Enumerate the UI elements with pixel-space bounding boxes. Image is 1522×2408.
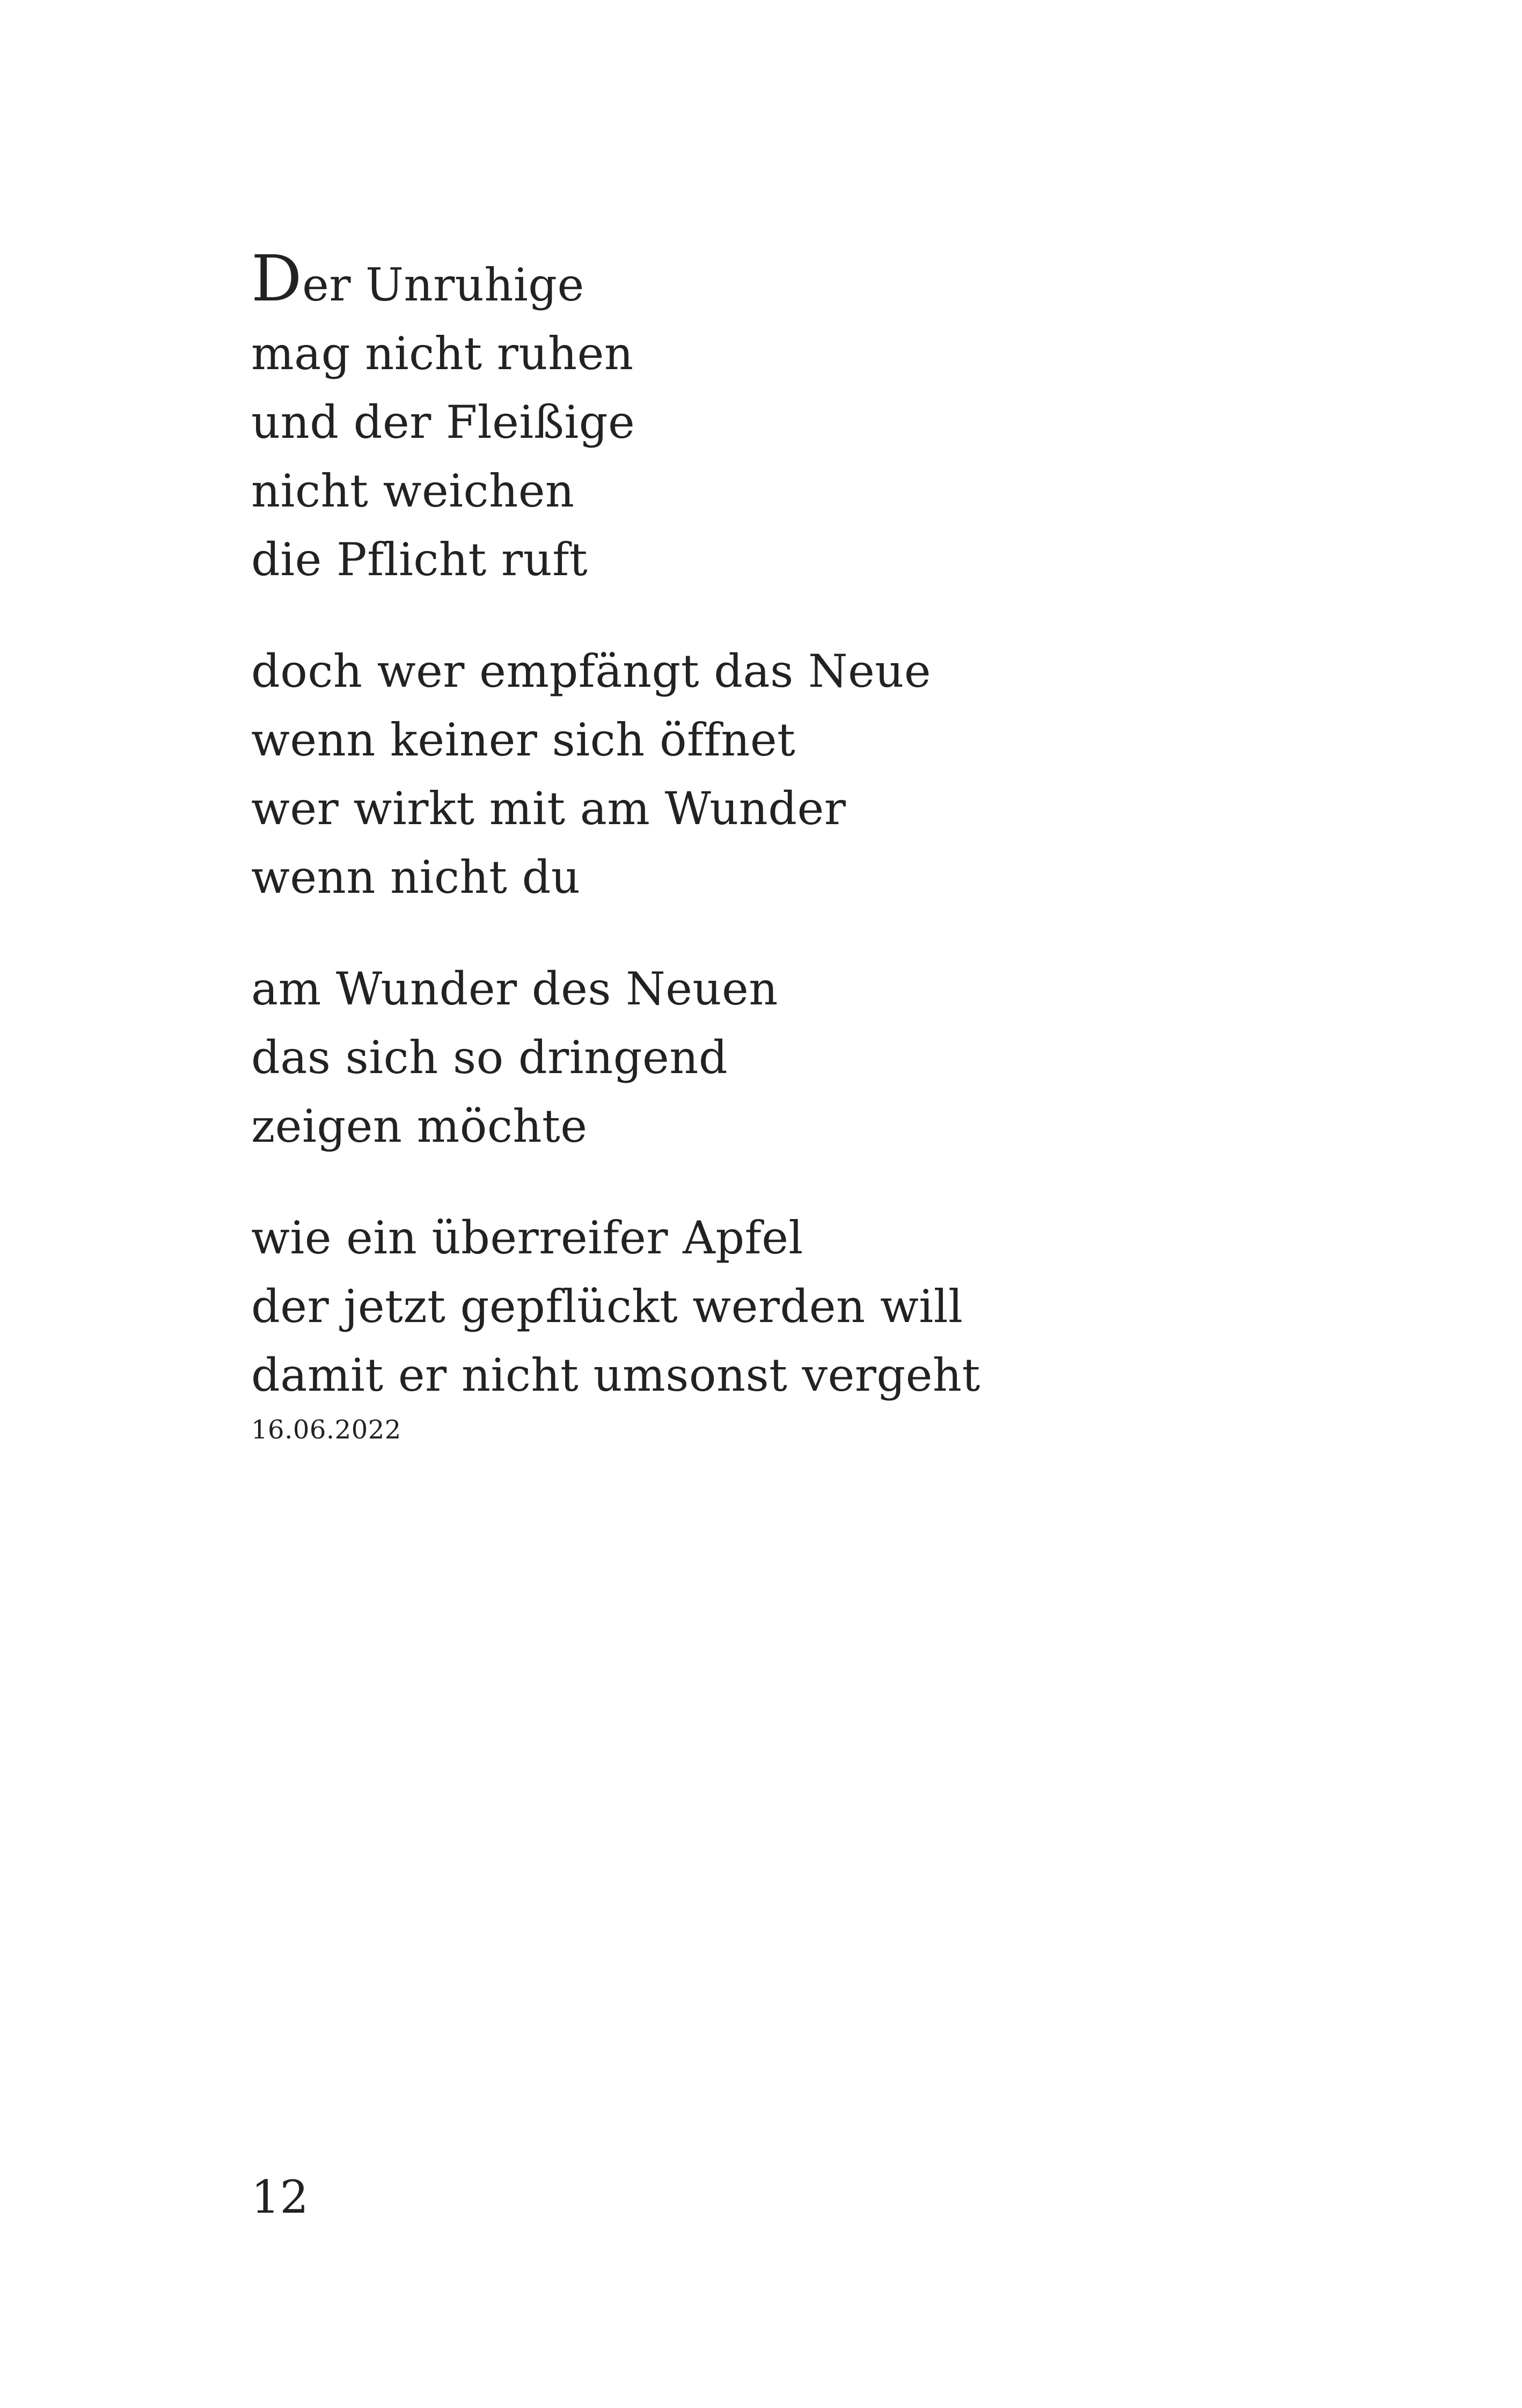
poem-line: und der Fleißige bbox=[251, 396, 635, 449]
stanza-gap bbox=[251, 912, 1325, 955]
poem-line: damit er nicht umsonst vergeht bbox=[251, 1349, 980, 1401]
poem-line: das sich so dringend bbox=[251, 1031, 728, 1084]
poem-line: wenn keiner sich öffnet bbox=[251, 714, 796, 766]
poem-line: der jetzt gepflückt werden will bbox=[251, 1280, 963, 1333]
first-line-text: er Unruhige bbox=[302, 259, 584, 311]
stanza-2 bbox=[251, 637, 1325, 912]
poem-line: am Wunder des Neuen bbox=[251, 963, 778, 1015]
stanza-gap bbox=[251, 1161, 1325, 1203]
poem-line: wenn nicht du bbox=[251, 851, 581, 904]
stanza-4 bbox=[251, 1203, 1325, 1409]
poem-date: 16.06.2022 bbox=[251, 1415, 401, 1445]
poem-line: nicht weichen bbox=[251, 465, 575, 517]
page-number: 12 bbox=[251, 2171, 309, 2223]
poem-line bbox=[251, 241, 1325, 319]
drop-initial: D bbox=[251, 241, 303, 315]
poem bbox=[251, 241, 1325, 1447]
poem-line: wie ein überreifer Apfel bbox=[251, 1212, 803, 1264]
poem-line: doch wer empfängt das Neue bbox=[251, 645, 931, 698]
poem-line: zeigen möchte bbox=[251, 1100, 588, 1152]
stanza-gap bbox=[251, 594, 1325, 637]
stanza-3 bbox=[251, 955, 1325, 1161]
poem-line: mag nicht ruhen bbox=[251, 327, 634, 380]
poem-line: wer wirkt mit am Wunder bbox=[251, 782, 846, 835]
stanza-1 bbox=[251, 241, 1325, 594]
poem-line: die Pflicht ruft bbox=[251, 533, 588, 586]
